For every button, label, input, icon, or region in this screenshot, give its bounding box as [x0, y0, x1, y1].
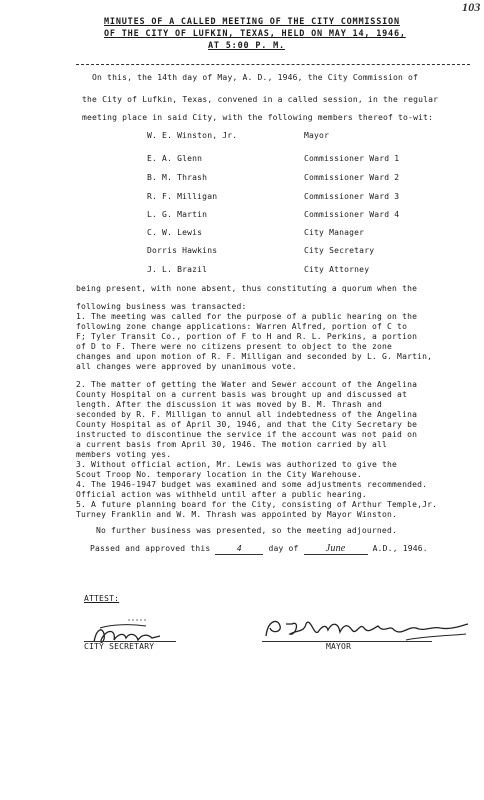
item-line: County Hospital on a current basis was brought up and discussed at	[76, 390, 408, 399]
member-name: E. A. Glenn	[147, 154, 203, 163]
item-line: F; Tyler Transit Co., portion of F to H and R. L. Perkins, a portion	[76, 332, 418, 341]
opening-line-2: the City of Lufkin, Texas, convened in a called session, in the regular	[82, 95, 439, 104]
attest-label: ATTEST:	[84, 594, 120, 603]
approval-suffix: A.D., 1946.	[372, 544, 428, 553]
item-line: Scout Troop No. temporary location in the City Warehouse.	[76, 470, 362, 479]
member-name: R. F. Milligan	[147, 192, 218, 201]
item-line: 1. The meeting was called for the purpose of a public hearing on the	[76, 312, 418, 321]
approval-prefix: Passed and approved this	[90, 544, 211, 553]
member-name: W. E. Winston, Jr.	[147, 131, 238, 140]
member-name: J. L. Brazil	[147, 265, 208, 274]
member-name: B. M. Thrash	[147, 173, 208, 182]
item-line: of D to F. There were no citizens present to object to the zone	[76, 342, 393, 351]
member-name: Dorris Hawkins	[147, 246, 218, 255]
item-line: Turney Franklin and W. M. Thrash was appointed by Mayor Winston.	[76, 510, 398, 519]
item-line: 2. The matter of getting the Water and Sewer account of the Angelina	[76, 380, 418, 389]
item-line: instructed to discontinue the service if the account was not paid on	[76, 430, 418, 439]
item-line: seconded by R. F. Milligan to annul all indebtedness of the Angelina	[76, 410, 418, 419]
member-title: Commissioner Ward 3	[304, 192, 400, 201]
opening-line-3: meeting place in said City, with the following members thereof to-wit:	[82, 113, 434, 122]
item-line: following zone change applications: Warren Alfred, portion of C to	[76, 322, 408, 331]
minutes-title-line-1: MINUTES OF A CALLED MEETING OF THE CITY COMMISSION	[104, 17, 400, 27]
member-name: C. W. Lewis	[147, 228, 203, 237]
approval-day: 4	[215, 544, 263, 555]
item-line: members voting yes.	[76, 450, 172, 459]
approval-line	[90, 544, 428, 555]
member-title: City Manager	[304, 228, 365, 237]
member-title: City Attorney	[304, 265, 370, 274]
minutes-title-line-3: AT 5:00 P. M.	[208, 41, 285, 51]
member-title: Mayor	[304, 131, 330, 140]
member-title: Commissioner Ward 1	[304, 154, 400, 163]
minutes-title-line-2: OF THE CITY OF LUFKIN, TEXAS, HELD ON MAY 14, 1946,	[104, 29, 406, 39]
city-secretary-label: CITY SECRETARY	[84, 642, 155, 651]
header-divider	[76, 64, 470, 65]
item-line: 5. A future planning board for the City, consisting of Arthur Temple,Jr.	[76, 500, 438, 509]
member-title: Commissioner Ward 4	[304, 210, 400, 219]
approval-month: June	[304, 544, 368, 555]
item-line: all changes were approved by unanimous vote.	[76, 362, 297, 371]
item-line: a current basis from April 30, 1946. The motion carried by all	[76, 440, 388, 449]
member-title: City Secretary	[304, 246, 375, 255]
item-line: changes and upon motion of R. F. Milligan and seconded by L. G. Martin,	[76, 352, 433, 361]
closing-statement: No further business was presented, so the meeting adjourned.	[96, 526, 397, 535]
item-line: 3. Without official action, Mr. Lewis was authorized to give the	[76, 460, 398, 469]
item-line: County Hospital as of April 30, 1946, and that the City Secretary be	[76, 420, 418, 429]
member-name: L. G. Martin	[147, 210, 208, 219]
item-line: length. After the discussion it was moved by B. M. Thrash and	[76, 400, 383, 409]
approval-mid: day of	[268, 544, 299, 553]
quorum-line-2: following business was transacted:	[76, 302, 247, 311]
opening-line-1: On this, the 14th day of May, A. D., 1946, the City Commission of	[92, 73, 419, 82]
member-title: Commissioner Ward 2	[304, 173, 400, 182]
item-line: 4. The 1946-1947 budget was examined and some adjustments recommended.	[76, 480, 428, 489]
mayor-label: MAYOR	[326, 642, 352, 651]
quorum-line-1: being present, with none absent, thus constituting a quorum when the	[76, 284, 418, 293]
page-number: 103	[462, 0, 481, 14]
item-line: Official action was withheld until after a public hearing.	[76, 490, 367, 499]
